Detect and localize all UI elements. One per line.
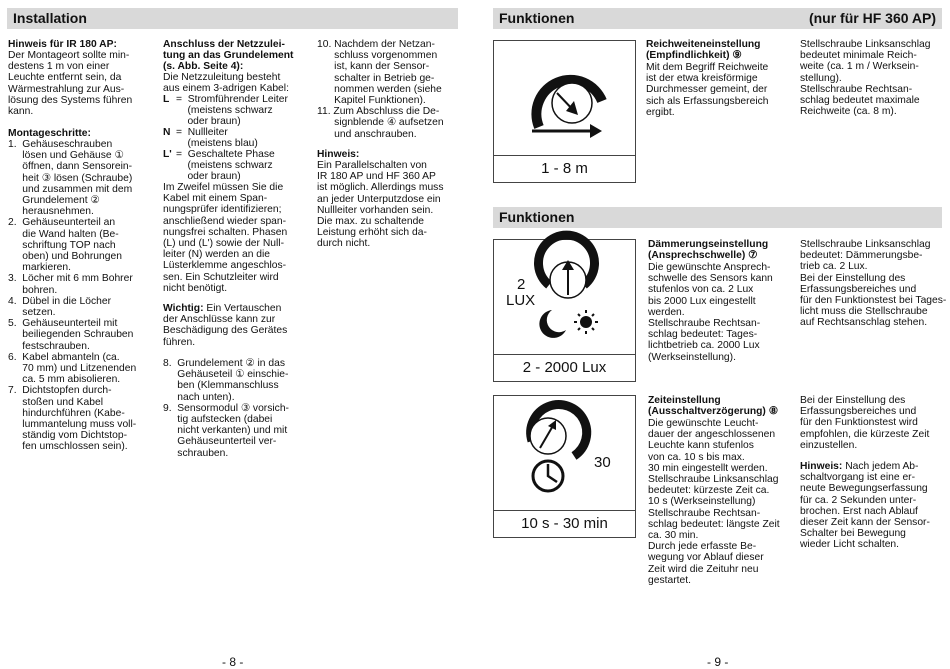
steps-list: 1. Gehäuseschrauben lösen und Gehäuse ① öffnen, dann Sensorein- heit ③ lösen (Schraube) und zusammen mit dem Grundelement ② herausnehmen. 2. Gehäuseunterteil an die Wand halten (Be- schriftung TOP nach oben) und Bohrungen markieren. 3. Löcher mit 6 mm Bohrer bohren. 4. Dübel in die Löcher setzen. 5. Gehäuseunterteil mit beiliegenden Schrauben festschrauben. 6. Kabel abmanteln (ca. 70 mm) und Litzenenden ca. 5 mm abisolieren. 7. Dichtstopfen durch- stoßen und Kabel hindurchführen (Kabe- lummantelung muss voll- ständig vom Dichtstop- fen umschlossen sein). — [8, 139, 137, 453]
range-text: Mit dem Begriff Reichweite ist der etwa kreisförmige Durchmesser gemeint, der sich als Erfassungsbereich ergibt. — [646, 62, 769, 118]
twilight-icon-value: 2 — [517, 276, 526, 293]
time-hint — [800, 461, 930, 551]
hint-text: Der Montageort sollte min- destens 1 m von einer Leuchte entfernt sein, da Wärmestrahlung zur Aus- lösung des Systems führen kann. — [8, 50, 133, 118]
wire-l-key: L — [163, 94, 170, 105]
time-text-2: Bei der Einstellung des Erfassungsbereiches und für den Funktionstest wird empfohlen, die kürzeste Zeit einzustellen. — [800, 395, 930, 451]
twilight-figure — [493, 239, 636, 382]
parallel-hint-text: Ein Parallelschalten von IR 180 AP und HF 360 AP ist möglich. Allerdings muss an jeder Unterputzdose ein Nullleiter vorhanden sein. Die max. zu schaltende Leistung erhöht sich da- durch nicht. — [317, 160, 444, 250]
steps-list-2: 8. Grundelement ② in das Gehäuseteil ① einschie- ben (Klemmanschluss nach unten). 9. Sensormodul ③ vorsich- tig aufstecken (dabei nicht verkanten) und mit Gehäuseunterteil ver- schrauben. — [163, 358, 289, 459]
wire-n-key: N — [163, 127, 171, 138]
time-hint-text: Nach jedem Ab- schaltvorgang ist eine er- neute Bewegungserfassung für ca. 2 Sekunden unter- brochen. Erst nach Ablauf dieser Zeit kann der Sensor- Schalter bei Bewegung wieder Licht schalten. — [800, 461, 930, 551]
time-hint-title: Hinweis: — [800, 461, 843, 472]
range-title: Reichweiteneinstellung (Empfindlichkeit) ⑨ — [646, 39, 761, 62]
twilight-text-2: Stellschraube Linksanschlag bedeutet: Dämmerungsbe- trieb ca. 2 Lux. Bei der Einstellung des Erfassungsbereiches und für den Funktionstest bei Tages- licht muss die Stellschraube auf Rechtsanschlag stehen. — [800, 239, 947, 329]
twilight-title: Dämmerungseinstellung (Ansprechschwelle) ⑦ — [648, 239, 769, 262]
wire-n-desc: = Nullleiter (meistens blau) — [176, 127, 258, 150]
steps-title: Montageschritte: — [8, 128, 91, 139]
hint-title: Hinweis für IR 180 AP: — [8, 39, 117, 50]
connection-intro: Die Netzzuleitung besteht aus einem 3-adrigen Kabel: — [163, 72, 289, 95]
time-caption: 10 s - 30 min — [494, 510, 635, 537]
steps-list-3: 10. Nachdem der Netzan- schluss vorgenommen ist, kann der Sensor- schalter in Betrieb ge- nommen werden (siehe Kapitel Funktionen). 11. Zum Abschluss die De- signblende ④ aufsetzen und anschrauben. — [317, 39, 444, 140]
connection-title: Anschluss der Netzzulei- tung an das Grundelement (s. Abb. Seite 4): — [163, 39, 294, 73]
range-icon — [494, 41, 635, 156]
range-figure — [493, 40, 636, 183]
time-title: Zeiteinstellung (Ausschaltverzögerung) ⑧ — [648, 395, 778, 418]
twilight-icon-unit: LUX — [506, 292, 536, 309]
wire-ls-desc: = Geschaltete Phase (meistens schwarz oder braun) — [176, 149, 275, 183]
section-header-funktionen-2 — [493, 207, 942, 228]
parallel-hint-title: Hinweis: — [317, 149, 360, 160]
time-figure — [493, 395, 636, 538]
warning-block — [163, 303, 287, 348]
range-text-2: Stellschraube Linksanschlag bedeutet minimale Reich- weite (ca. 1 m / Werksein- stellung). Stellschraube Rechtsan- schlag bedeutet maximale Reichweite (ca. 8 m). — [800, 39, 931, 118]
page-number-left: - 8 - — [222, 655, 244, 669]
time-icon — [494, 396, 635, 511]
warning-title: Wichtig: — [163, 303, 204, 314]
range-caption: 1 - 8 m — [494, 155, 635, 182]
header-title: Installation — [13, 10, 87, 26]
wire-ls-key: L' — [163, 149, 172, 160]
twilight-caption: 2 - 2000 Lux — [494, 354, 635, 381]
section-header-funktionen-1 — [493, 8, 942, 29]
header-title: Funktionen — [499, 10, 575, 26]
wire-l-desc: = Stromführender Leiter (meistens schwarz oder braun) — [176, 94, 288, 128]
time-icon-value: 30 — [594, 454, 611, 471]
header-subtitle: (nur für HF 360 AP) — [808, 10, 936, 26]
twilight-text: Die gewünschte Ansprech- schwelle des Sensors kann stufenlos von ca. 2 Lux bis 2000 Lux eingestellt werden. Stellschraube Rechtsan- schlag bedeutet: Tages- lichtbetrieb ca. 2000 Lux (Werkseinstellung). — [648, 262, 773, 363]
page-number-right: - 9 - — [707, 655, 729, 669]
connection-text: Im Zweifel müssen Sie die Kabel mit einem Span- nungsprüfer identifizieren; anschließend wieder span- nungsfrei schalten. Phasen (L) und (L') sowie der Null- leiter (N) werden an die Lüsterklemme angeschlos- sen. Ein Schutzleiter wird nicht benötigt. — [163, 182, 288, 294]
header-title: Funktionen — [499, 209, 575, 225]
section-header-installation — [7, 8, 458, 29]
warning-text: Ein Vertauschen der Anschlüsse kann zur Beschädigung des Gerätes führen. — [163, 303, 288, 348]
time-text: Die gewünschte Leucht- dauer der angeschlossenen Leuchte kann stufenlos von ca. 10 s bis max. 30 min eingestellt werden. Stellschraube Linksanschlag bedeutet: kürzeste Zeit ca. 10 s (Werkseinstellung) Stellschraube Rechtsan- schlag bedeutet: längste Zeit ca. 30 min. Durch jede erfasste Be- wegung vor Ablauf dieser Zeit wird die Zeituhr neu gestartet. — [648, 418, 780, 586]
